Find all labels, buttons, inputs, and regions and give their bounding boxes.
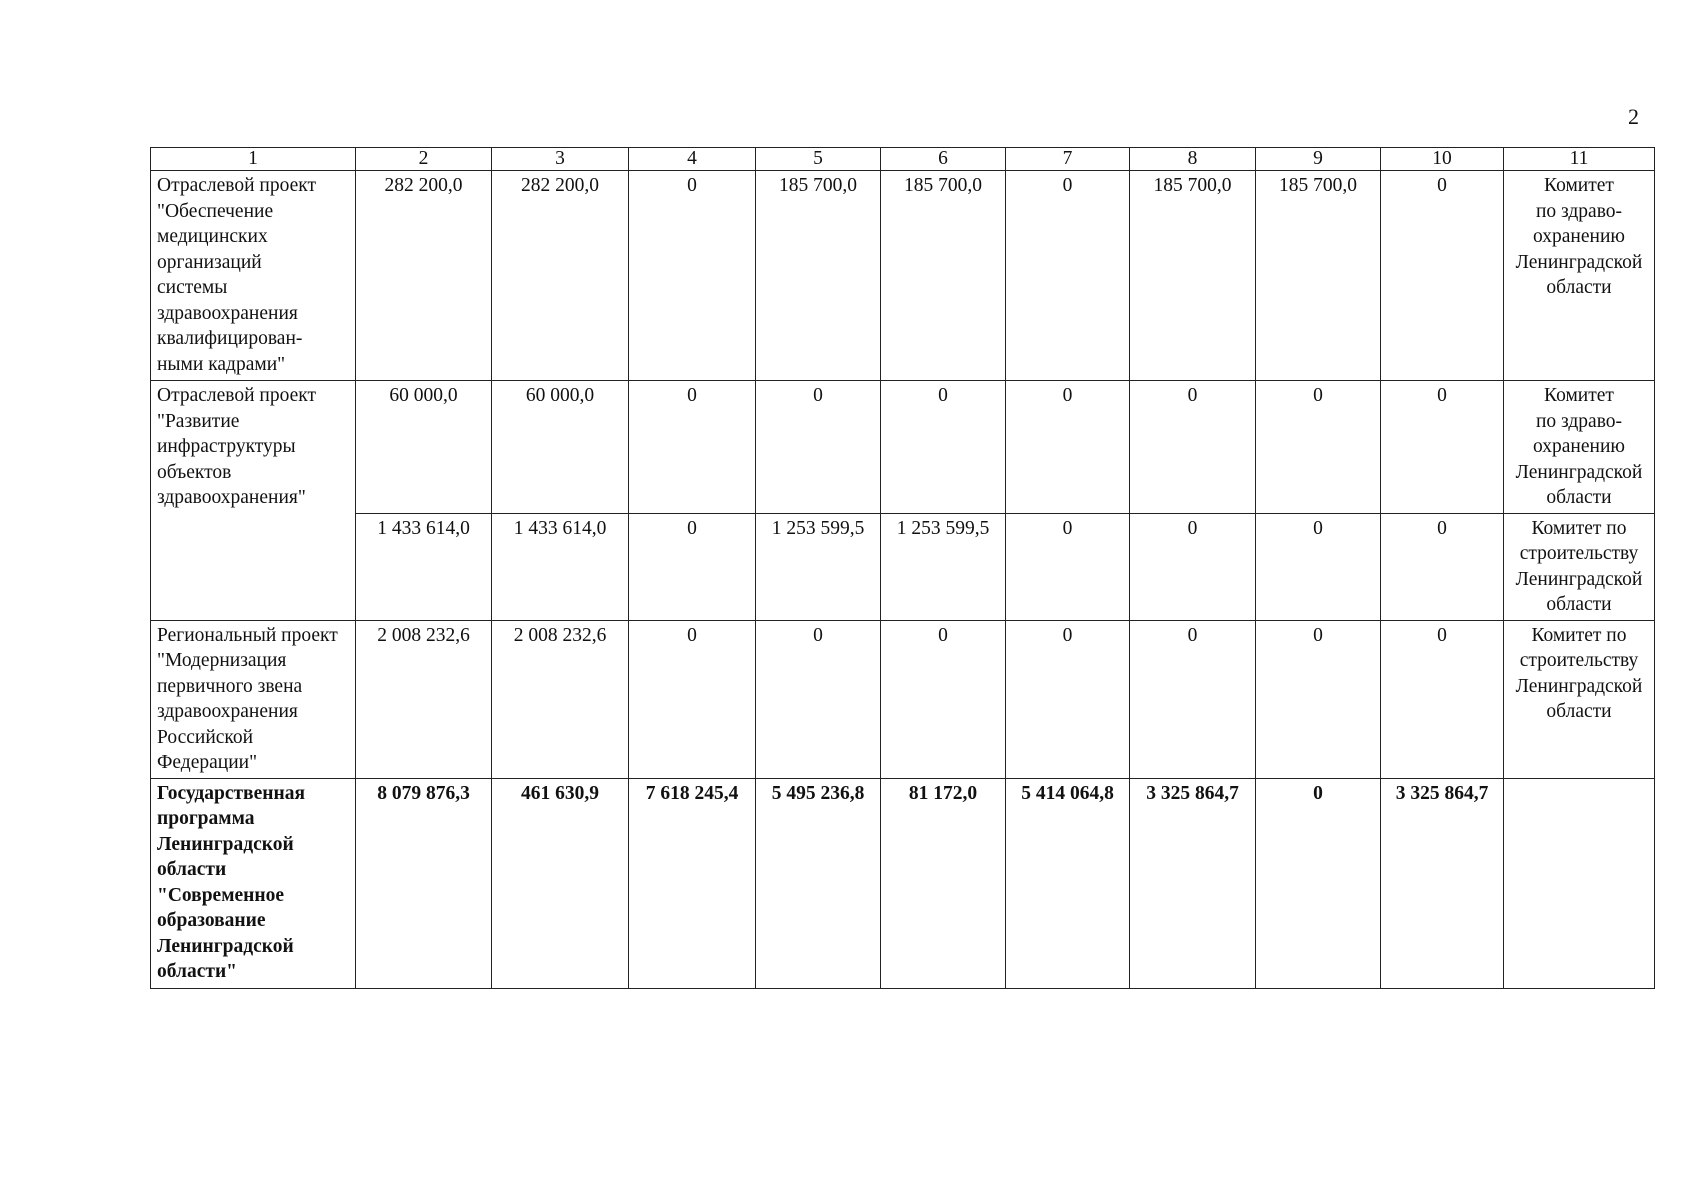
value-cell: 0 — [1130, 620, 1256, 778]
value-cell: 0 — [756, 620, 881, 778]
header-cell: 11 — [1504, 148, 1655, 171]
value-cell: 0 — [629, 513, 756, 620]
department-cell: Комитет по строительству Ленинградской области — [1504, 620, 1655, 778]
value-cell: 1 253 599,5 — [881, 513, 1006, 620]
header-cell: 7 — [1006, 148, 1130, 171]
value-cell: 0 — [881, 620, 1006, 778]
value-cell: 5 414 064,8 — [1006, 778, 1130, 988]
row-name-cell: Государственная программа Ленинградской области "Современное образование Ленинградской области" — [151, 778, 356, 988]
header-cell: 10 — [1381, 148, 1504, 171]
value-cell: 282 200,0 — [356, 171, 492, 381]
header-cell: 1 — [151, 148, 356, 171]
value-cell: 8 079 876,3 — [356, 778, 492, 988]
value-cell: 1 433 614,0 — [492, 513, 629, 620]
value-cell: 0 — [629, 620, 756, 778]
value-cell: 0 — [1381, 171, 1504, 381]
value-cell: 0 — [629, 171, 756, 381]
header-cell: 8 — [1130, 148, 1256, 171]
row-name-cell: Отраслевой проект "Развитие инфраструктуры объектов здравоохранения" — [151, 381, 356, 621]
value-cell: 1 253 599,5 — [756, 513, 881, 620]
header-cell: 4 — [629, 148, 756, 171]
value-cell: 282 200,0 — [492, 171, 629, 381]
header-row — [151, 148, 1655, 171]
value-cell: 461 630,9 — [492, 778, 629, 988]
value-cell: 0 — [1256, 513, 1381, 620]
header-cell: 6 — [881, 148, 1006, 171]
value-cell: 0 — [629, 381, 756, 514]
value-cell: 60 000,0 — [356, 381, 492, 514]
department-cell: Комитет по строительству Ленинградской области — [1504, 513, 1655, 620]
value-cell: 185 700,0 — [881, 171, 1006, 381]
row-name-cell: Отраслевой проект "Обеспечение медицинских организаций системы здравоохранения квалифицирован- ными кадрами" — [151, 171, 356, 381]
department-cell: Комитет по здраво- охранению Ленинградской области — [1504, 381, 1655, 514]
value-cell: 185 700,0 — [1256, 171, 1381, 381]
header-cell: 2 — [356, 148, 492, 171]
department-cell — [1504, 778, 1655, 988]
value-cell: 60 000,0 — [492, 381, 629, 514]
value-cell: 0 — [1130, 513, 1256, 620]
header-cell: 3 — [492, 148, 629, 171]
value-cell: 0 — [1006, 381, 1130, 514]
value-cell: 2 008 232,6 — [492, 620, 629, 778]
value-cell: 1 433 614,0 — [356, 513, 492, 620]
table-row-total — [151, 778, 1655, 988]
budget-table — [150, 147, 1655, 989]
value-cell: 0 — [756, 381, 881, 514]
value-cell: 0 — [1381, 620, 1504, 778]
value-cell: 0 — [1381, 513, 1504, 620]
value-cell: 0 — [1006, 513, 1130, 620]
department-cell: Комитет по здраво- охранению Ленинградской области — [1504, 171, 1655, 381]
table-row — [151, 513, 1655, 620]
value-cell: 0 — [881, 381, 1006, 514]
value-cell: 0 — [1256, 620, 1381, 778]
value-cell: 3 325 864,7 — [1130, 778, 1256, 988]
table-row — [151, 381, 1655, 514]
value-cell: 81 172,0 — [881, 778, 1006, 988]
value-cell: 7 618 245,4 — [629, 778, 756, 988]
header-cell: 9 — [1256, 148, 1381, 171]
table-row — [151, 620, 1655, 778]
row-name-cell: Региональный проект "Модернизация первичного звена здравоохранения Российской Федерации" — [151, 620, 356, 778]
value-cell: 185 700,0 — [756, 171, 881, 381]
value-cell: 0 — [1256, 778, 1381, 988]
value-cell: 2 008 232,6 — [356, 620, 492, 778]
value-cell: 0 — [1130, 381, 1256, 514]
page-number: 2 — [1628, 104, 1639, 129]
value-cell: 0 — [1381, 381, 1504, 514]
value-cell: 0 — [1006, 620, 1130, 778]
value-cell: 185 700,0 — [1130, 171, 1256, 381]
table-row — [151, 171, 1655, 381]
value-cell: 0 — [1006, 171, 1130, 381]
value-cell: 5 495 236,8 — [756, 778, 881, 988]
value-cell: 3 325 864,7 — [1381, 778, 1504, 988]
header-cell: 5 — [756, 148, 881, 171]
value-cell: 0 — [1256, 381, 1381, 514]
